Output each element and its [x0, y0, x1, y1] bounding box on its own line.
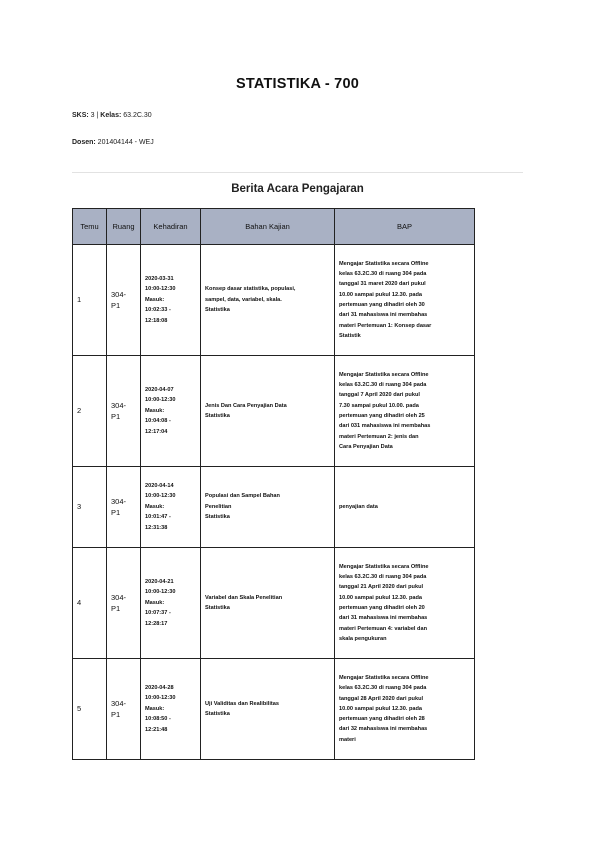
sks-label: SKS:	[72, 112, 89, 119]
cell-bahan-kajian: Variabel dan Skala Penelitian Statistika	[201, 548, 335, 659]
cell-ruang: 304- P1	[107, 245, 141, 356]
cell-ruang: 304- P1	[107, 548, 141, 659]
table-header-row	[73, 209, 475, 245]
dosen-label: Dosen:	[72, 139, 96, 146]
cell-bap: Mengajar Statistika secara Offline kelas 63.2C.30 di ruang 304 pada tanggal 31 maret 2020 dari pukul 10.00 sampai pukul 12.30. pada pertemuan yang dihadiri oleh 30 dari 31 mahasiswa ini membahas materi Pertemuan 1: Konsep dasar Statistik	[335, 245, 475, 356]
cell-bahan-kajian: Konsep dasar statistika, populasi, sampel, data, variabel, skala. Statistika	[201, 245, 335, 356]
sks-value: 3 |	[88, 112, 101, 119]
section-title: Berita Acara Pengajaran	[231, 183, 364, 195]
cell-ruang: 304- P1	[107, 356, 141, 467]
header-temu: Temu	[73, 209, 107, 245]
page-title: STATISTIKA - 700	[236, 76, 359, 92]
header-bahan-kajian: Bahan Kajian	[201, 209, 335, 245]
cell-bahan-kajian: Jenis Dan Cara Penyajian Data Statistika	[201, 356, 335, 467]
table-row	[73, 245, 475, 356]
table-row	[73, 659, 475, 760]
lecturer-info	[72, 139, 154, 146]
cell-temu: 3	[73, 467, 107, 548]
cell-kehadiran: 2020-04-21 10:00-12:30 Masuk: 10:07:37 - 12:28:17	[141, 548, 201, 659]
kelas-label: Kelas:	[100, 112, 122, 119]
cell-bahan-kajian: Populasi dan Sampel Bahan Penelitian Statistika	[201, 467, 335, 548]
table-row	[73, 467, 475, 548]
cell-bahan-kajian: Uji Validitas dan Realibilitas Statistika	[201, 659, 335, 760]
kelas-value: 63.2C.30	[121, 112, 152, 119]
cell-kehadiran: 2020-04-07 10:00-12:30 Masuk: 10:04:08 - 12:17:04	[141, 356, 201, 467]
cell-bap: Mengajar Statistika secara Offline kelas 63.2C.30 di ruang 304 pada tanggal 28 April 2020 dari pukul 10.00 sampai pukul 12.30. pada pertemuan yang dihadiri oleh 28 dari 32 mahasiswa ini membahas materi	[335, 659, 475, 760]
cell-temu: 4	[73, 548, 107, 659]
header-kehadiran: Kehadiran	[141, 209, 201, 245]
cell-bap: Mengajar Statistika secara Offline kelas 63.2C.30 di ruang 304 pada tanggal 21 April 2020 dari pukul 10.00 sampai pukul 12.30. pada pertemuan yang dihadiri oleh 20 dari 31 mahasiswa ini membahas materi Pertemuan 4: variabel dan skala pengukuran	[335, 548, 475, 659]
cell-temu: 1	[73, 245, 107, 356]
cell-bap: Mengajar Statistika secara Offline kelas 63.2C.30 di ruang 304 pada tanggal 7 April 2020 dari pukul 7.30 sampai pukul 10.00. pada pertemuan yang dihadiri oleh 25 dari 031 mahasiswa ini membahas materi Pertemuan 2: jenis dan Cara Penyajian Data	[335, 356, 475, 467]
table-row	[73, 356, 475, 467]
header-ruang: Ruang	[107, 209, 141, 245]
teaching-report-table	[72, 208, 475, 760]
cell-kehadiran: 2020-04-14 10:00-12:30 Masuk: 10:01:47 - 12:31:38	[141, 467, 201, 548]
cell-bap: penyajian data	[335, 467, 475, 548]
course-info	[72, 112, 152, 119]
cell-temu: 5	[73, 659, 107, 760]
cell-ruang: 304- P1	[107, 659, 141, 760]
cell-kehadiran: 2020-03-31 10:00-12:30 Masuk: 10:02:33 - 12:18:08	[141, 245, 201, 356]
divider	[72, 172, 523, 173]
dosen-value: 201404144 - WEJ	[95, 139, 154, 146]
cell-temu: 2	[73, 356, 107, 467]
cell-kehadiran: 2020-04-28 10:00-12:30 Masuk: 10:08:50 - 12:21:48	[141, 659, 201, 760]
cell-ruang: 304- P1	[107, 467, 141, 548]
table-row	[73, 548, 475, 659]
header-bap: BAP	[335, 209, 475, 245]
